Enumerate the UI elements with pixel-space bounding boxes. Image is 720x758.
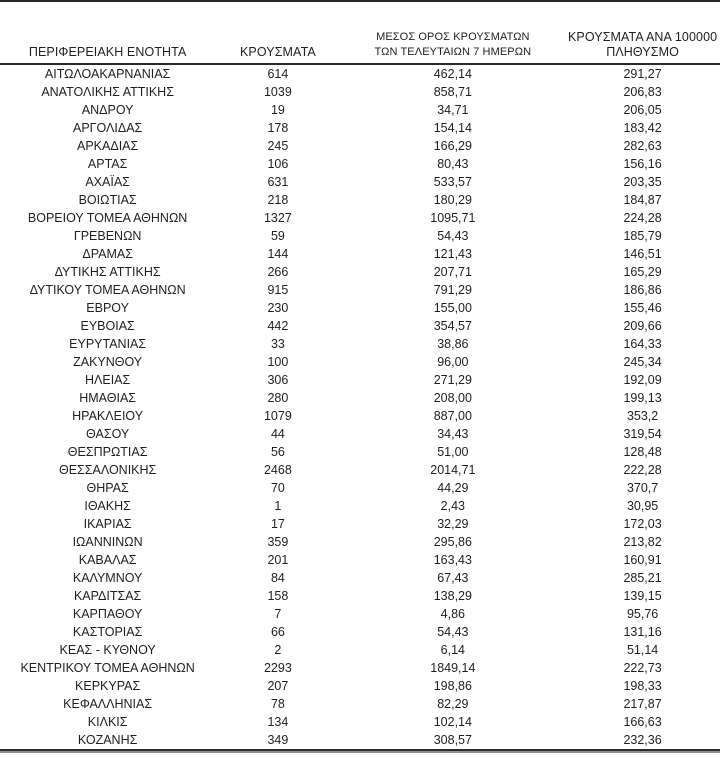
table-row: [0, 227, 720, 245]
per-100k-cell: 353,2: [626, 409, 659, 423]
cases-cell: 359: [267, 535, 289, 549]
region-name-cell: ΘΗΡΑΣ: [86, 481, 129, 495]
region-name-cell: ΚΕΡΚΥΡΑΣ: [75, 679, 141, 693]
avg-7day-cell: 208,00: [433, 391, 472, 405]
per-100k-cell: 166,63: [623, 715, 662, 729]
region-name-cell: ΗΛΕΙΑΣ: [85, 373, 131, 387]
cases-cell: 158: [267, 589, 289, 603]
per-100k-cell: 184,87: [623, 193, 662, 207]
region-name-cell: ΚΑΒΑΛΑΣ: [78, 553, 137, 567]
cases-cell: 78: [270, 697, 285, 711]
table-row: [0, 83, 720, 101]
table-row: [0, 173, 720, 191]
avg-7day-cell: 32,29: [437, 517, 469, 531]
region-name-cell: ΒΟΡΕΙΟΥ ΤΟΜΕΑ ΑΘΗΝΩΝ: [27, 211, 188, 225]
cases-cell: 19: [270, 103, 285, 117]
column-header-per-100k-line2: ΠΛΗΘΥΣΜΟ: [606, 45, 679, 59]
per-100k-cell: 232,36: [623, 733, 662, 747]
region-name-cell: ΚΑΡΔΙΤΣΑΣ: [73, 589, 142, 603]
cases-cell: 201: [267, 553, 289, 567]
table-row: [0, 623, 720, 641]
table-row: [0, 587, 720, 605]
per-100k-cell: 30,95: [626, 499, 659, 513]
table-row: [0, 335, 720, 353]
cases-cell: 66: [270, 625, 285, 639]
avg-7day-cell: 533,57: [433, 175, 472, 189]
region-name-cell: ΗΜΑΘΙΑΣ: [79, 391, 137, 405]
table-row: [0, 515, 720, 533]
per-100k-cell: 51,14: [626, 643, 659, 657]
region-name-cell: ΚΑΡΠΑΘΟΥ: [72, 607, 143, 621]
cases-cell: 84: [270, 571, 285, 585]
per-100k-cell: 199,13: [623, 391, 662, 405]
region-name-cell: ΑΧΑΪΑΣ: [85, 175, 130, 189]
avg-7day-cell: 308,57: [433, 733, 472, 747]
per-100k-cell: 156,16: [623, 157, 662, 171]
column-header-region: [0, 2, 215, 64]
region-name-cell: ΑΝΔΡΟΥ: [81, 103, 134, 117]
avg-7day-cell: 138,29: [433, 589, 472, 603]
table-row: [0, 155, 720, 173]
region-name-cell: ΑΡΓΟΛΙΔΑΣ: [72, 121, 143, 135]
table-row: [0, 101, 720, 119]
region-name-cell: ΚΑΣΤΟΡΙΑΣ: [72, 625, 143, 639]
per-100k-cell: 224,28: [623, 211, 662, 225]
cases-cell: 70: [270, 481, 285, 495]
avg-7day-cell: 1849,14: [430, 661, 476, 675]
table-row: [0, 64, 720, 83]
cases-cell: 2293: [263, 661, 292, 675]
avg-7day-cell: 102,14: [433, 715, 472, 729]
table-row: [0, 371, 720, 389]
per-100k-cell: 319,54: [623, 427, 662, 441]
table-row: [0, 389, 720, 407]
region-name-cell: ΚΕΦΑΛΛΗΝΙΑΣ: [63, 697, 153, 711]
avg-7day-cell: 155,00: [433, 301, 472, 315]
header-row: [0, 2, 720, 64]
cases-cell: 266: [267, 265, 289, 279]
avg-7day-cell: 44,29: [437, 481, 469, 495]
table-row: [0, 731, 720, 749]
per-100k-cell: 185,79: [623, 229, 662, 243]
table-row: [0, 659, 720, 677]
cases-cell: 1327: [263, 211, 292, 225]
table-row: [0, 605, 720, 623]
per-100k-cell: 370,7: [626, 481, 659, 495]
avg-7day-cell: 207,71: [433, 265, 472, 279]
region-name-cell: ΑΡΚΑΔΙΑΣ: [77, 139, 139, 153]
table-row: [0, 551, 720, 569]
region-name-cell: ΚΟΖΑΝΗΣ: [77, 733, 138, 747]
per-100k-cell: 198,33: [623, 679, 662, 693]
avg-7day-cell: 791,29: [433, 283, 472, 297]
cases-cell: 56: [270, 445, 285, 459]
region-name-cell: ΔΥΤΙΚΗΣ ΑΤΤΙΚΗΣ: [54, 265, 161, 279]
avg-7day-cell: 462,14: [433, 67, 472, 81]
avg-7day-cell: 2,43: [440, 499, 466, 513]
table-row: [0, 317, 720, 335]
region-name-cell: ΚΑΛΥΜΝΟΥ: [72, 571, 143, 585]
table-body: [0, 64, 720, 749]
region-name-cell: ΕΒΡΟΥ: [86, 301, 129, 315]
region-name-cell: ΒΟΙΩΤΙΑΣ: [78, 193, 137, 207]
cases-cell: 245: [267, 139, 289, 153]
cases-cell: 1079: [263, 409, 292, 423]
cases-cell: 1: [274, 499, 282, 513]
column-header-cases-label: ΚΡΟΥΣΜΑΤΑ: [239, 45, 316, 59]
avg-7day-cell: 34,71: [437, 103, 469, 117]
table-row: [0, 353, 720, 371]
avg-7day-cell: 2014,71: [430, 463, 476, 477]
table-row: [0, 263, 720, 281]
region-name-cell: ΙΩΑΝΝΙΝΩΝ: [72, 535, 143, 549]
cases-cell: 17: [270, 517, 285, 531]
table-bottom-rule: [0, 749, 720, 753]
cases-cell: 631: [267, 175, 289, 189]
region-name-cell: ΖΑΚΥΝΘΟΥ: [73, 355, 143, 369]
column-header-region-label: ΠΕΡΙΦΕΡΕΙΑΚΗ ΕΝΟΤΗΤΑ: [28, 45, 187, 59]
per-100k-cell: 206,83: [623, 85, 662, 99]
cases-cell: 134: [267, 715, 289, 729]
table-row: [0, 443, 720, 461]
region-name-cell: ΙΚΑΡΙΑΣ: [83, 517, 132, 531]
avg-7day-cell: 67,43: [437, 571, 469, 585]
region-name-cell: ΑΡΤΑΣ: [87, 157, 128, 171]
per-100k-cell: 172,03: [623, 517, 662, 531]
table-row: [0, 461, 720, 479]
cases-cell: 915: [267, 283, 289, 297]
avg-7day-cell: 51,00: [437, 445, 469, 459]
region-name-cell: ΗΡΑΚΛΕΙΟΥ: [72, 409, 144, 423]
cases-cell: 2: [274, 643, 282, 657]
cases-cell: 207: [267, 679, 289, 693]
avg-7day-cell: 180,29: [433, 193, 472, 207]
per-100k-cell: 131,16: [623, 625, 662, 639]
table-header: [0, 2, 720, 64]
avg-7day-cell: 80,43: [437, 157, 469, 171]
avg-7day-cell: 858,71: [433, 85, 472, 99]
cases-cell: 7: [274, 607, 282, 621]
cases-cell: 218: [267, 193, 289, 207]
table-row: [0, 677, 720, 695]
per-100k-cell: 209,66: [623, 319, 662, 333]
table-row: [0, 299, 720, 317]
table-row: [0, 497, 720, 515]
cases-cell: 33: [270, 337, 285, 351]
per-100k-cell: 222,73: [623, 661, 662, 675]
regional-cases-table: [0, 2, 720, 749]
per-100k-cell: 95,76: [626, 607, 659, 621]
cases-cell: 178: [267, 121, 289, 135]
per-100k-cell: 217,87: [623, 697, 662, 711]
cases-cell: 349: [267, 733, 289, 747]
table-row: [0, 407, 720, 425]
avg-7day-cell: 82,29: [437, 697, 469, 711]
table-row: [0, 713, 720, 731]
region-name-cell: ΘΕΣΣΑΛΟΝΙΚΗΣ: [59, 463, 157, 477]
cases-cell: 59: [270, 229, 285, 243]
table-row: [0, 479, 720, 497]
region-name-cell: ΚΕΝΤΡΙΚΟΥ ΤΟΜΕΑ ΑΘΗΝΩΝ: [20, 661, 195, 675]
region-name-cell: ΓΡΕΒΕΝΩΝ: [73, 229, 142, 243]
region-name-cell: ΘΕΣΠΡΩΤΙΑΣ: [67, 445, 148, 459]
per-100k-cell: 222,28: [623, 463, 662, 477]
table-row: [0, 245, 720, 263]
per-100k-cell: 245,34: [623, 355, 662, 369]
per-100k-cell: 285,21: [623, 571, 662, 585]
avg-7day-cell: 96,00: [437, 355, 469, 369]
per-100k-cell: 164,33: [623, 337, 662, 351]
region-name-cell: ΚΙΛΚΙΣ: [87, 715, 128, 729]
avg-7day-cell: 166,29: [433, 139, 472, 153]
avg-7day-cell: 163,43: [433, 553, 472, 567]
region-name-cell: ΔΡΑΜΑΣ: [82, 247, 133, 261]
avg-7day-cell: 121,43: [433, 247, 472, 261]
avg-7day-cell: 295,86: [433, 535, 472, 549]
per-100k-cell: 165,29: [623, 265, 662, 279]
column-header-7day-average-line1: ΜΕΣΟΣ ΟΡΟΣ ΚΡΟΥΣΜΑΤΩΝ: [376, 31, 530, 43]
cases-cell: 100: [267, 355, 289, 369]
avg-7day-cell: 54,43: [437, 229, 469, 243]
column-header-per-100k-line1: ΚΡΟΥΣΜΑΤΑ ΑΝΑ 100000: [567, 30, 718, 44]
cases-cell: 280: [267, 391, 289, 405]
avg-7day-cell: 6,14: [440, 643, 466, 657]
cases-cell: 230: [267, 301, 289, 315]
cases-cell: 306: [267, 373, 289, 387]
table-row: [0, 209, 720, 227]
column-header-7day-average: [341, 2, 566, 64]
region-name-cell: ΘΑΣΟΥ: [86, 427, 130, 441]
avg-7day-cell: 34,43: [437, 427, 469, 441]
table-row: [0, 281, 720, 299]
table-row: [0, 119, 720, 137]
per-100k-cell: 213,82: [623, 535, 662, 549]
avg-7day-cell: 4,86: [440, 607, 466, 621]
column-header-7day-average-line2: ΤΩΝ ΤΕΛΕΥΤΑΙΩΝ 7 ΗΜΕΡΩΝ: [374, 46, 532, 58]
region-name-cell: ΚΕΑΣ - ΚΥΘΝΟΥ: [59, 643, 156, 657]
cases-cell: 442: [267, 319, 289, 333]
table-row: [0, 641, 720, 659]
per-100k-cell: 192,09: [623, 373, 662, 387]
per-100k-cell: 160,91: [623, 553, 662, 567]
avg-7day-cell: 38,86: [437, 337, 469, 351]
region-name-cell: ΕΥΡΥΤΑΝΙΑΣ: [69, 337, 147, 351]
avg-7day-cell: 154,14: [433, 121, 472, 135]
region-name-cell: ΕΥΒΟΙΑΣ: [80, 319, 135, 333]
avg-7day-cell: 271,29: [433, 373, 472, 387]
cases-cell: 2468: [263, 463, 292, 477]
cases-cell: 144: [267, 247, 289, 261]
avg-7day-cell: 54,43: [437, 625, 469, 639]
per-100k-cell: 139,15: [623, 589, 662, 603]
table-row: [0, 191, 720, 209]
column-header-per-100k: [565, 2, 720, 64]
per-100k-cell: 155,46: [623, 301, 662, 315]
cases-cell: 106: [267, 157, 289, 171]
table-row: [0, 569, 720, 587]
table-row: [0, 533, 720, 551]
table-row: [0, 425, 720, 443]
table-row: [0, 137, 720, 155]
per-100k-cell: 206,05: [623, 103, 662, 117]
region-name-cell: ΑΙΤΩΛΟΑΚΑΡΝΑΝΙΑΣ: [44, 67, 171, 81]
per-100k-cell: 183,42: [623, 121, 662, 135]
cases-cell: 1039: [263, 85, 292, 99]
per-100k-cell: 186,86: [623, 283, 662, 297]
table-row: [0, 695, 720, 713]
column-header-cases: [215, 2, 340, 64]
cases-cell: 614: [267, 67, 289, 81]
per-100k-cell: 282,63: [623, 139, 662, 153]
avg-7day-cell: 1095,71: [430, 211, 476, 225]
per-100k-cell: 128,48: [623, 445, 662, 459]
region-name-cell: ΙΘΑΚΗΣ: [84, 499, 131, 513]
avg-7day-cell: 354,57: [433, 319, 472, 333]
cases-cell: 44: [270, 427, 285, 441]
avg-7day-cell: 887,00: [433, 409, 472, 423]
per-100k-cell: 146,51: [623, 247, 662, 261]
per-100k-cell: 291,27: [623, 67, 662, 81]
region-name-cell: ΔΥΤΙΚΟΥ ΤΟΜΕΑ ΑΘΗΝΩΝ: [29, 283, 186, 297]
per-100k-cell: 203,35: [623, 175, 662, 189]
avg-7day-cell: 198,86: [433, 679, 472, 693]
region-name-cell: ΑΝΑΤΟΛΙΚΗΣ ΑΤΤΙΚΗΣ: [41, 85, 174, 99]
